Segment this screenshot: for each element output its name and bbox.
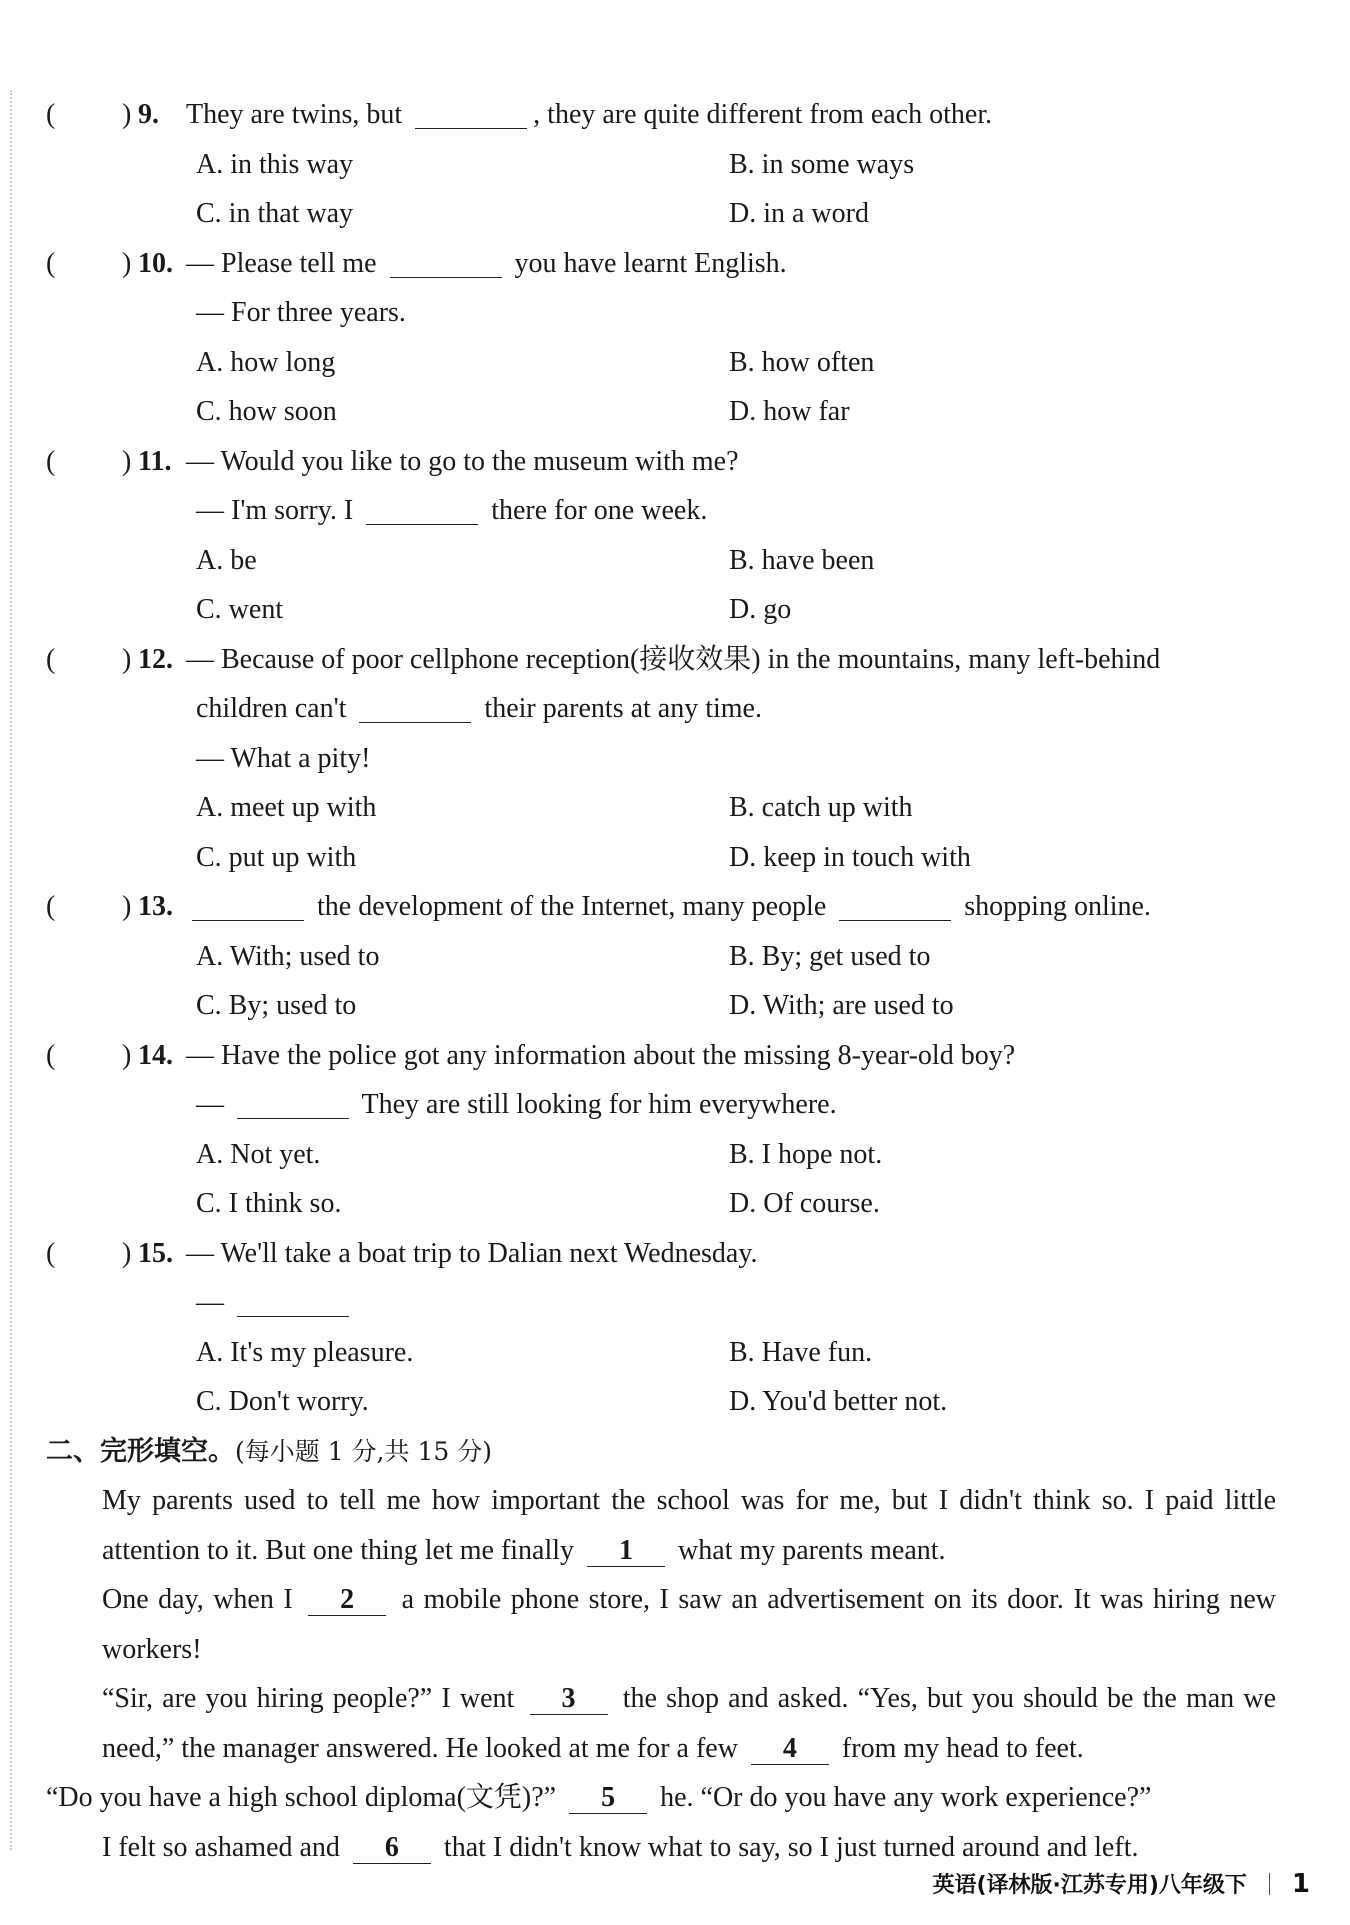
options-row	[46, 1377, 1276, 1427]
question-14	[46, 1031, 1276, 1229]
text-segment: children can't	[196, 693, 354, 724]
cloze-passage	[46, 1476, 1276, 1872]
option-c[interactable]: C. put up with	[196, 841, 357, 873]
text-segment: — I'm sorry. I	[196, 495, 361, 526]
text-segment: “Do you have a high school diploma(文凭)?”	[46, 1782, 564, 1813]
options-row	[46, 189, 1276, 239]
option-a[interactable]: A. It's my pleasure.	[196, 1336, 414, 1368]
page-binding-edge	[10, 90, 12, 1850]
worksheet-content	[46, 90, 1276, 1872]
question-number: 11.	[138, 445, 172, 477]
section-score-note: (每小题 1 分,共 15 分)	[235, 1436, 492, 1466]
option-c[interactable]: C. how soon	[196, 396, 337, 427]
cloze-blank-3[interactable]: 3	[530, 1684, 608, 1715]
dialogue-line	[196, 1278, 355, 1328]
option-a[interactable]: A. in this way	[196, 148, 354, 180]
text-segment: the development of the Internet, many people	[310, 891, 834, 922]
dialogue-line	[196, 1080, 837, 1130]
text-segment: — We'll take a boat trip to Dalian next Wednesday.	[186, 1237, 758, 1269]
question-continuation-line	[46, 734, 1276, 784]
option-b[interactable]: B. how often	[729, 346, 875, 378]
dialogue-line	[196, 288, 406, 338]
option-d[interactable]: D. Of course.	[729, 1188, 880, 1219]
question-continuation-line	[46, 684, 1276, 734]
options-row	[46, 981, 1276, 1031]
passage-paragraph	[46, 1823, 1276, 1873]
question-stem	[186, 635, 1160, 685]
text-segment: from my head to feet.	[834, 1732, 1084, 1764]
option-b[interactable]: B. in some ways	[729, 148, 915, 180]
question-stem-line: ( ) 9. They are twins, but , they are quite different from each other.	[46, 90, 1276, 140]
text-segment: there for one week.	[484, 495, 708, 526]
options-row	[46, 1179, 1276, 1229]
question-continuation-line	[46, 1278, 1276, 1328]
text-segment: what my parents meant.	[671, 1534, 946, 1566]
options-row	[46, 387, 1276, 437]
question-stem-line: ( ) 11. — Would you like to go to the museum with me?	[46, 437, 1276, 487]
option-a[interactable]: A. how long	[196, 346, 336, 378]
answer-blank[interactable]	[390, 247, 502, 278]
question-stem	[186, 90, 992, 140]
text-segment: — Would you like to go to the museum with me?	[186, 445, 739, 477]
text-segment: They are twins, but	[186, 99, 410, 130]
section-title: 二、完形填空。	[46, 1435, 235, 1467]
page-footer	[932, 1866, 1310, 1902]
text-segment: , they are quite different from each other.	[533, 99, 993, 130]
option-c[interactable]: C. I think so.	[196, 1188, 342, 1219]
answer-blank[interactable]	[237, 1286, 349, 1317]
option-a[interactable]: A. be	[196, 544, 257, 576]
question-stem-line: ( ) 14. — Have the police got any information about the missing 8-year-old boy?	[46, 1031, 1276, 1081]
answer-blank[interactable]	[366, 494, 478, 525]
dialogue-line	[196, 684, 762, 734]
question-stem	[186, 882, 1151, 932]
text-segment: — Please tell me	[186, 247, 384, 279]
question-10	[46, 239, 1276, 437]
options-row	[46, 783, 1276, 833]
question-15	[46, 1229, 1276, 1427]
text-segment: — Have the police got any information about the missing 8-year-old boy?	[186, 1039, 1016, 1071]
question-stem	[186, 239, 787, 289]
question-continuation-line	[46, 288, 1276, 338]
option-c[interactable]: C. By; used to	[196, 990, 357, 1021]
question-number: 15.	[138, 1237, 173, 1269]
option-c[interactable]: C. in that way	[196, 198, 354, 229]
options-row	[46, 585, 1276, 635]
options-row	[46, 338, 1276, 388]
question-continuation-line	[46, 486, 1276, 536]
dialogue-line	[196, 734, 370, 784]
option-c[interactable]: C. went	[196, 594, 284, 625]
text-segment: They are still looking for him everywhere.	[355, 1089, 837, 1120]
answer-blank[interactable]	[359, 692, 471, 723]
text-segment: — Because of poor cellphone reception(接收效果) in the mountains, many left-behind	[186, 643, 1161, 675]
text-segment: you have learnt English.	[507, 247, 787, 279]
multiple-choice-section	[46, 90, 1276, 1427]
passage-paragraph	[46, 1674, 1276, 1773]
text-segment: their parents at any time.	[477, 693, 762, 724]
option-c[interactable]: C. Don't worry.	[196, 1386, 369, 1417]
passage-paragraph	[46, 1773, 1276, 1823]
answer-blank[interactable]	[839, 890, 951, 921]
question-9	[46, 90, 1276, 239]
option-d[interactable]: D. how far	[729, 396, 850, 427]
option-d[interactable]: D. keep in touch with	[729, 841, 971, 873]
option-a[interactable]: A. With; used to	[196, 940, 380, 972]
passage-paragraph	[46, 1476, 1276, 1575]
option-b[interactable]: B. I hope not.	[729, 1138, 883, 1170]
question-stem	[186, 1229, 758, 1279]
option-d[interactable]: D. in a word	[729, 198, 869, 229]
question-stem	[186, 437, 739, 487]
question-number: 13.	[138, 891, 173, 922]
text-segment: “Sir, are you hiring people?” I went	[102, 1683, 524, 1714]
question-stem-line: ( ) 13. the development of the Internet, many people shopping online.	[46, 882, 1276, 932]
option-d[interactable]: D. go	[729, 594, 792, 625]
text-segment: I felt so ashamed and	[102, 1831, 347, 1863]
option-a[interactable]: A. meet up with	[196, 792, 377, 823]
option-d[interactable]: D. You'd better not.	[729, 1386, 948, 1417]
passage-paragraph	[46, 1575, 1276, 1674]
text-segment: a mobile phone store, I saw an advertisement on its door. It was hiring new workers!	[102, 1584, 1277, 1665]
option-a[interactable]: A. Not yet.	[196, 1138, 321, 1170]
option-b[interactable]: B. Have fun.	[729, 1336, 873, 1368]
question-number: 10.	[138, 247, 173, 279]
question-stem-line: ( ) 12. — Because of poor cellphone reception(接收效果) in the mountains, many left-behind	[46, 635, 1276, 685]
option-b[interactable]: B. have been	[729, 544, 875, 576]
dialogue-line	[196, 486, 707, 536]
cloze-blank-6[interactable]: 6	[353, 1833, 431, 1864]
question-stem-line: ( ) 15. — We'll take a boat trip to Dalian next Wednesday.	[46, 1229, 1276, 1279]
cloze-blank-2[interactable]: 2	[308, 1585, 386, 1616]
text-segment: My parents used to tell me how important the school was for me, but I didn't think so. I paid little attention to it. But one thing let me finally	[102, 1485, 1276, 1566]
question-number: 9.	[138, 99, 159, 130]
question-11	[46, 437, 1276, 635]
footer-subject: 英语(译林版·江苏专用)八年级下	[932, 1873, 1247, 1898]
options-row	[46, 536, 1276, 586]
options-row	[46, 1328, 1276, 1378]
question-stem	[186, 1031, 1015, 1081]
answer-blank[interactable]	[192, 890, 304, 921]
answer-blank[interactable]	[237, 1088, 349, 1119]
question-continuation-line	[46, 1080, 1276, 1130]
options-row	[46, 1130, 1276, 1180]
question-number: 14.	[138, 1039, 173, 1071]
cloze-blank-4[interactable]: 4	[751, 1734, 829, 1765]
options-row	[46, 833, 1276, 883]
cloze-blank-1[interactable]: 1	[587, 1536, 665, 1567]
option-b[interactable]: B. catch up with	[729, 792, 913, 823]
footer-separator	[1269, 1873, 1270, 1895]
answer-blank[interactable]	[415, 98, 527, 129]
section-heading	[46, 1427, 1276, 1477]
text-segment: —	[196, 1287, 231, 1318]
question-stem-line: ( ) 10. — Please tell me you have learnt English.	[46, 239, 1276, 289]
text-segment: One day, when I	[102, 1584, 303, 1615]
text-segment: that I didn't know what to say, so I just turned around and left.	[436, 1831, 1139, 1863]
question-number: 12.	[138, 643, 173, 675]
text-segment: — For three years.	[196, 297, 406, 328]
options-row	[46, 932, 1276, 982]
text-segment: the shop and asked. “Yes, but you should be the man we need,” the manager answered. He looked at me for a few	[102, 1683, 1276, 1764]
question-13	[46, 882, 1276, 1031]
option-b[interactable]: B. By; get used to	[729, 940, 931, 972]
options-row	[46, 140, 1276, 190]
option-d[interactable]: D. With; are used to	[729, 990, 954, 1021]
question-12	[46, 635, 1276, 883]
page-number: 1	[1291, 1869, 1310, 1899]
text-segment: — What a pity!	[196, 742, 371, 774]
text-segment: he. “Or do you have any work experience?”	[653, 1782, 1152, 1813]
text-segment: shopping online.	[957, 891, 1151, 922]
cloze-blank-5[interactable]: 5	[569, 1783, 647, 1814]
text-segment: —	[196, 1089, 231, 1120]
